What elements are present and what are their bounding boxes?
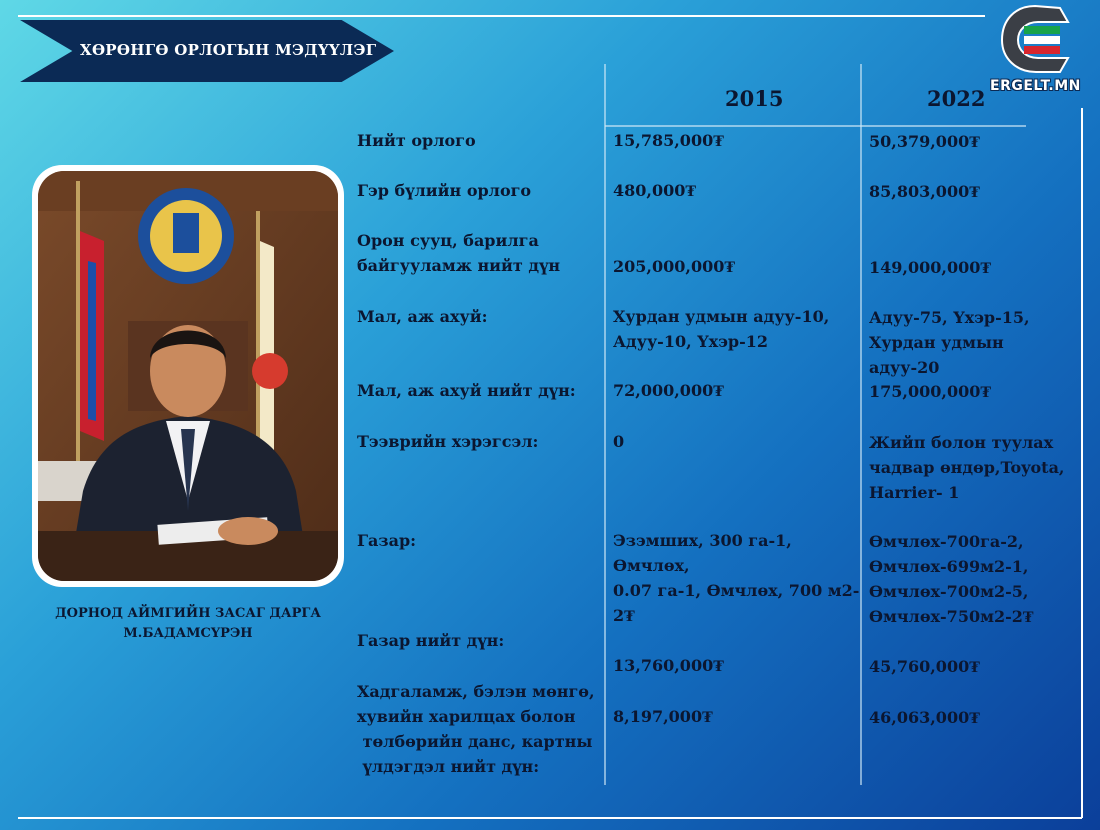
row-label-family-income: Гэр бүлийн орлого xyxy=(357,181,532,200)
page-title: ХӨРӨНГӨ ОРЛОГЫН МЭДҮҮЛЭГ xyxy=(80,41,377,59)
row-2015-livestock-total: 72,000,000₮ xyxy=(613,381,724,400)
row-2022-total-income: 50,379,000₮ xyxy=(869,132,980,151)
row-2015-total-income: 15,785,000₮ xyxy=(613,131,724,150)
photo-caption xyxy=(40,604,336,644)
row-label-livestock: Мал, аж ахуй: xyxy=(357,307,488,326)
row-label-vehicles: Тээврийн хэрэгсэл: xyxy=(357,432,539,451)
caption-line-2: М.БАДАМСҮРЭН xyxy=(123,626,253,641)
row-2015-land: Эзэмших, 300 га-1, Өмчлөх, 0.07 га-1, Өмчлөх, 700 м2- 2₮ xyxy=(613,531,860,625)
row-2022-vehicles: Жийп болон туулах чадвар өндөр,Toyota, Harrier- 1 xyxy=(869,433,1065,502)
row-2015-family-income: 480,000₮ xyxy=(613,181,697,200)
row-2022-livestock: Адуу-75, Үхэр-15, Хурдан удмын адуу-20 xyxy=(869,308,1030,377)
governor-photo xyxy=(38,171,338,581)
row-2022-land: Өмчлөх-700га-2, Өмчлөх-699м2-1, Өмчлөх-700м2-5, Өмчлөх-750м2-2₮ xyxy=(869,532,1034,626)
logo-text: ERGELT.MN xyxy=(990,78,1081,94)
row-2015-housing: 205,000,000₮ xyxy=(613,257,736,276)
row-label-total-income: Нийт орлого xyxy=(357,131,476,150)
row-label-savings: Хадгаламж, бэлэн мөнгө, хувийн харилцах болон төлбөрийн данс, картны үлдэгдэл нийт дүн: xyxy=(357,682,595,776)
row-2015-livestock: Хурдан удмын адуу-10, Адуу-10, Үхэр-12 xyxy=(613,307,830,351)
row-2022-savings: 46,063,000₮ xyxy=(869,708,980,727)
row-2015-land-total: 13,760,000₮ xyxy=(613,656,724,675)
row-label-housing: Орон сууц, барилга байгууламж нийт дүн xyxy=(357,231,561,275)
row-2022-family-income: 85,803,000₮ xyxy=(869,182,980,201)
row-label-livestock-total: Мал, аж ахуй нийт дүн: xyxy=(357,381,576,400)
row-2022-land-total: 45,760,000₮ xyxy=(869,657,980,676)
row-2022-housing: 149,000,000₮ xyxy=(869,258,992,277)
row-2015-vehicles: 0 xyxy=(613,432,625,451)
row-label-land: Газар: xyxy=(357,531,417,550)
year-2015-header: 2015 xyxy=(725,86,784,111)
row-label-land-total: Газар нийт дүн: xyxy=(357,631,505,650)
row-2015-savings: 8,197,000₮ xyxy=(613,707,713,726)
year-2022-header: 2022 xyxy=(927,86,986,111)
caption-line-1: ДОРНОД АЙМГИЙН ЗАСАГ ДАРГА xyxy=(55,606,321,621)
row-2022-livestock-total: 175,000,000₮ xyxy=(869,382,992,401)
